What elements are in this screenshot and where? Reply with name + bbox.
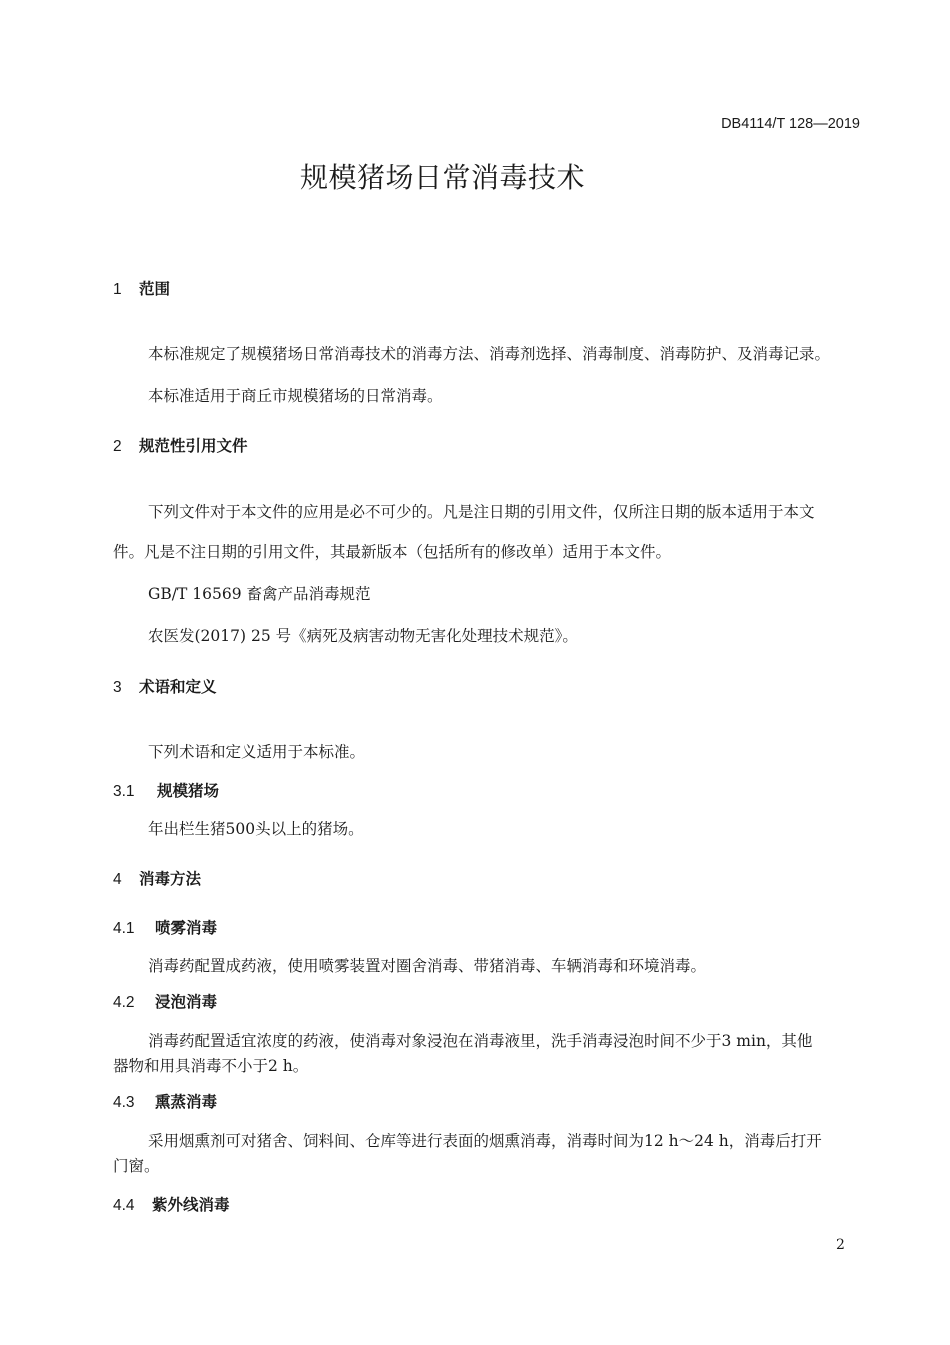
paragraph-line: 消毒药配置适宜浓度的药液，使消毒对象浸泡在消毒液里，洗手消毒浸泡时间不少于3 min，其他 [148, 1032, 813, 1050]
section-title: 规范性引用文件 [139, 438, 248, 455]
reference-item: 农医发(2017) 25 号《病死及病害动物无害化处理技术规范》。 [148, 627, 578, 645]
paragraph-line: 门窗。 [113, 1157, 160, 1175]
paragraph: 消毒药配置成药液，使用喷雾装置对圈舍消毒、带猪消毒、车辆消毒和环境消毒。 [148, 957, 707, 975]
paragraph-line: 件。凡是不注日期的引用文件，其最新版本（包括所有的修改单）适用于本文件。 [113, 543, 672, 561]
paragraph: 下列术语和定义适用于本标准。 [148, 743, 366, 761]
section-number: 3 [113, 679, 122, 696]
paragraph: 本标准规定了规模猪场日常消毒技术的消毒方法、消毒剂选择、消毒制度、消毒防护、及消毒记录。 [148, 345, 831, 363]
section-title: 范围 [139, 281, 171, 298]
definition-text: 年出栏生猪500头以上的猪场。 [148, 820, 364, 838]
subsection-number: 4.4 [113, 1197, 135, 1214]
section-number: 4 [113, 871, 122, 888]
subsection-title: 紫外线消毒 [152, 1197, 230, 1214]
paragraph-line: 器物和用具消毒不小于2 h。 [113, 1057, 309, 1075]
section-title: 术语和定义 [139, 679, 217, 696]
subsection-number: 4.1 [113, 920, 135, 937]
subsection-number: 4.3 [113, 1094, 135, 1111]
reference-item: GB/T 16569 畜禽产品消毒规范 [148, 585, 371, 603]
subsection-title: 喷雾消毒 [155, 920, 218, 937]
paragraph-line: 下列文件对于本文件的应用是必不可少的。凡是注日期的引用文件，仅所注日期的版本适用于本文 [148, 503, 815, 521]
subsection-title: 熏蒸消毒 [155, 1094, 218, 1111]
subsection-number: 4.2 [113, 994, 135, 1011]
page-title: 规模猪场日常消毒技术 [300, 162, 586, 193]
page-number: 2 [836, 1237, 845, 1253]
document-code: DB4114/T 128—2019 [721, 116, 860, 132]
subsection-title: 浸泡消毒 [155, 994, 218, 1011]
section-number: 2 [113, 438, 122, 455]
paragraph: 本标准适用于商丘市规模猪场的日常消毒。 [148, 387, 443, 405]
section-title: 消毒方法 [139, 871, 202, 888]
paragraph-line: 采用烟熏剂可对猪舍、饲料间、仓库等进行表面的烟熏消毒，消毒时间为12 h～24 h，消毒后打开 [148, 1132, 822, 1150]
subsection-title: 规模猪场 [157, 783, 220, 800]
section-number: 1 [113, 281, 122, 298]
subsection-number: 3.1 [113, 783, 135, 800]
